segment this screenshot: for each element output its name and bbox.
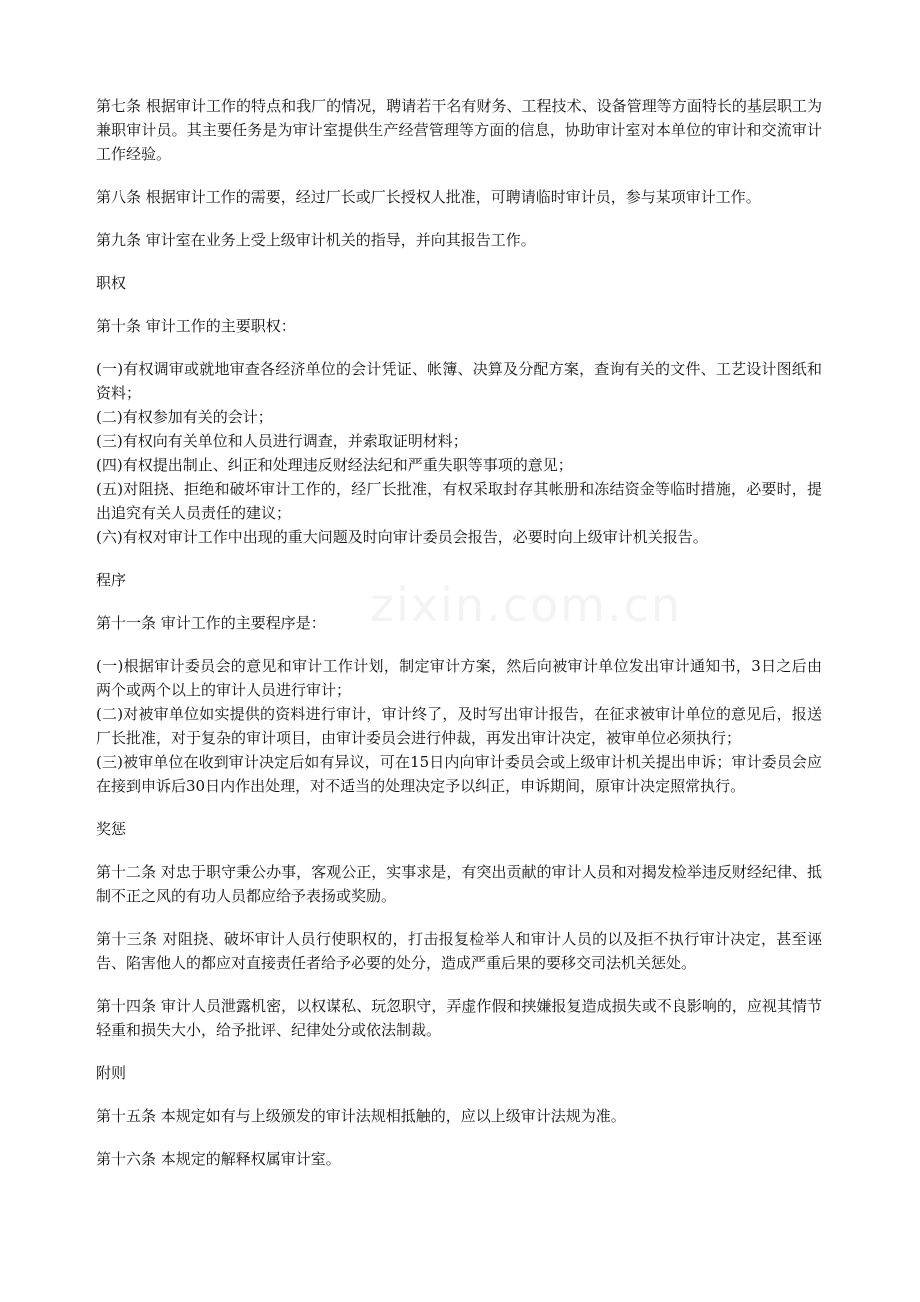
article-15: 第十五条 本规定如有与上级颁发的审计法规相抵触的，应以上级审计法规为准。: [96, 1107, 626, 1125]
article-14: 第十四条 审计人员泄露机密，以权谋私、玩忽职守，弄虚作假和挟嫌报复造成损失或不良影响的，应视其情节轻重和损失大小，给予批评、纪律处分或依法制裁。: [96, 997, 822, 1039]
document-body: [96, 94, 822, 1190]
article-10: 第十条 审计工作的主要职权：: [96, 317, 296, 335]
article-8: 第八条 根据审计工作的需要，经过厂长或厂长授权人批准，可聘请临时审计员，参与某项审计工作。: [96, 188, 761, 206]
article-9: 第九条 审计室在业务上受上级审计机关的指导，并向其报告工作。: [96, 231, 536, 249]
list-item: (六)有权对审计工作中出现的重大问题及时向审计委员会报告，必要时向上级审计机关报告。: [96, 528, 708, 546]
watermark: zixin.com.cn: [370, 578, 683, 632]
section-heading-supplementary: 附则: [96, 1064, 127, 1082]
list-item: (三)有权向有关单位和人员进行调查，并索取证明材料；: [96, 432, 468, 450]
article-16: 第十六条 本规定的解释权属审计室。: [96, 1150, 341, 1168]
article-11: 第十一条 审计工作的主要程序是：: [96, 614, 326, 632]
section-heading-procedure: 程序: [96, 571, 127, 589]
list-item: (一)根据审计委员会的意见和审计工作计划，制定审计方案，然后向被审计单位发出审计通知书，3日之后由两个或两个以上的审计人员进行审计；: [96, 657, 822, 699]
section-heading-powers: 职权: [96, 274, 127, 292]
list-item: (五)对阻挠、拒绝和破坏审计工作的，经厂长批准，有权采取封存其帐册和冻结资金等临时措施，必要时，提出追究有关人员责任的建议；: [96, 480, 822, 522]
list-item: (四)有权提出制止、纠正和处理违反财经法纪和严重失职等事项的意见；: [96, 456, 573, 474]
list-item: (三)被审单位在收到审计决定后如有异议，可在15日内向审计委员会或上级审计机关提出申诉；审计委员会应在接到申诉后30日内作出处理，对不适当的处理决定予以纠正，申诉期间，原审计决定照常执行。: [96, 753, 822, 795]
article-13: 第十三条 对阻挠、破坏审计人员行使职权的，打击报复检举人和审计人员的以及拒不执行审计决定，甚至诬告、陷害他人的都应对直接责任者给予必要的处分，造成严重后果的要移交司法机关惩处。: [96, 930, 822, 972]
list-item: (二)对被审单位如实提供的资料进行审计，审计终了，及时写出审计报告，在征求被审计单位的意见后，报送厂长批准，对于复杂的审计项目，由审计委员会进行仲裁，再发出审计决定，被审单位必须执行；: [96, 705, 822, 747]
article-12: 第十二条 对忠于职守秉公办事，客观公正，实事求是，有突出贡献的审计人员和对揭发检举违反财经纪律、抵制不正之风的有功人员都应给予表扬或奖励。: [96, 863, 822, 905]
list-item: (二)有权参加有关的会计；: [96, 408, 273, 426]
article-10-list: [96, 357, 822, 549]
section-heading-rewards: 奖惩: [96, 820, 127, 838]
article-11-list: [96, 654, 822, 798]
list-item: (一)有权调审或就地审查各经济单位的会计凭证、帐簿、决算及分配方案，查询有关的文件、工艺设计图纸和资料；: [96, 360, 822, 402]
article-7: 第七条 根据审计工作的特点和我厂的情况，聘请若干名有财务、工程技术、设备管理等方面特长的基层职工为兼职审计员。其主要任务是为审计室提供生产经营管理等方面的信息，协助审计室对本单位的审计和交流审计工作经验。: [96, 97, 822, 163]
